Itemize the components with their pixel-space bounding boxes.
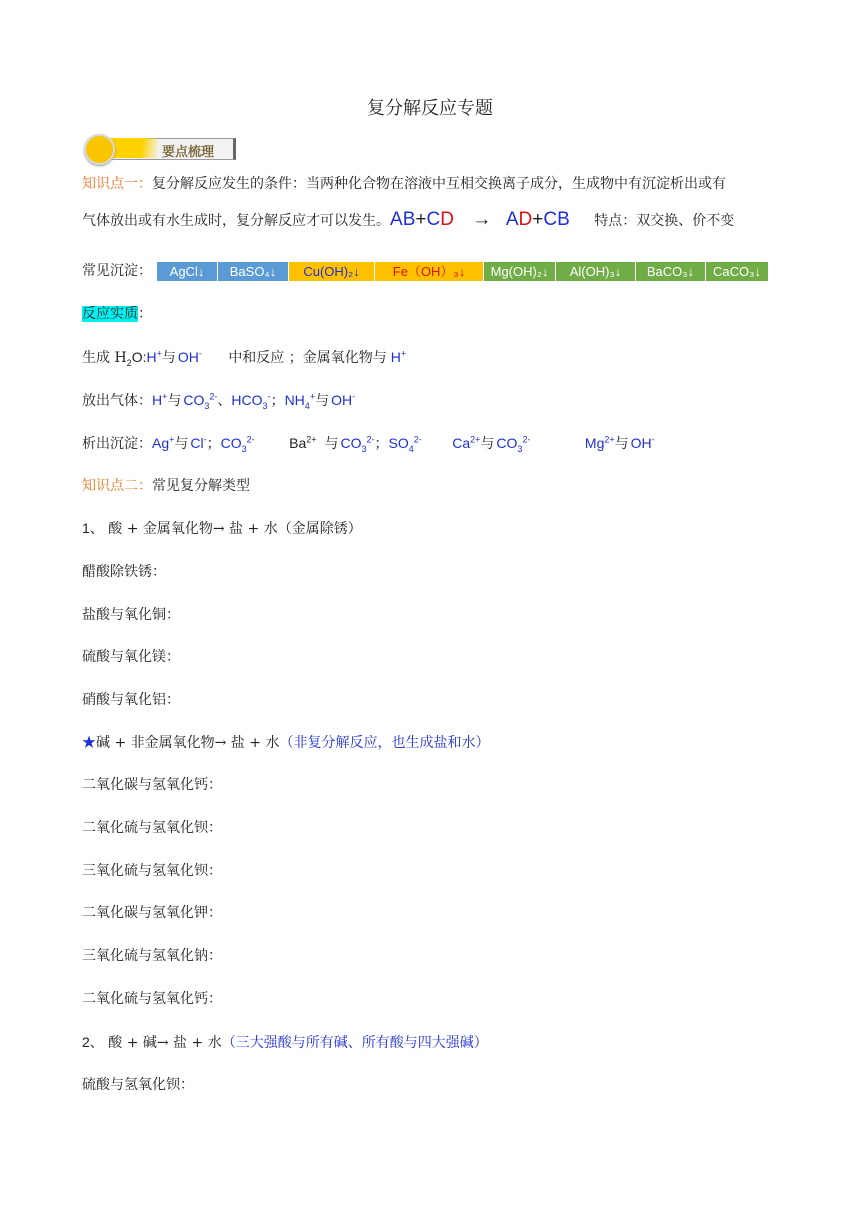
item-3-1: 硫酸与氢氧化钡： <box>82 1077 194 1093</box>
essence-line: 反应实质： <box>82 306 152 322</box>
arrow-icon: → <box>472 209 492 230</box>
badge-label: 要点梳理 <box>162 145 215 160</box>
precip-table <box>157 262 769 281</box>
k2-line: 知识点二：常见复分解类型 <box>82 478 250 494</box>
k1-line1 <box>82 174 726 194</box>
item-2-3: 三氧化硫与氢氧化钡： <box>82 863 222 879</box>
k1-feature: 特点：双交换、价不变 <box>594 213 735 229</box>
k1-text2: 气体放出或有水生成时，复分解反应才可以发生。 <box>82 213 390 229</box>
item-2-5: 三氧化硫与氢氧化钠： <box>82 948 222 964</box>
essence-label: 反应实质 <box>82 306 138 322</box>
k2-tag: 知识点二： <box>82 478 152 494</box>
precip-cell: AgCl↓ <box>157 262 218 281</box>
item-1-3: 硫酸与氧化镁： <box>82 649 180 665</box>
precip-cell: Cu(OH)₂↓ <box>289 262 375 281</box>
precip-cell: CaCO₃↓ <box>706 262 769 281</box>
badge-circle-icon <box>84 134 115 165</box>
precip-label: 常见沉淀： <box>82 263 152 279</box>
item-1-4: 硝酸与氧化铝： <box>82 692 180 708</box>
item-1-1: 醋酸除铁锈： <box>82 564 166 580</box>
formula-left: AB+CD <box>390 209 454 230</box>
item-2-4: 二氧化碳与氢氧化钾： <box>82 905 222 921</box>
item-2-6: 二氧化硫与氢氧化钙： <box>82 991 222 1007</box>
section-badge <box>82 134 234 164</box>
ppt-line: 析出沉淀：Ag+与 Cl-；$CO_3^{2-}$ $Ba^{2+}$ 与 $CO_3^{2-}$；$SO_4^{2-}$ $Ca^{2+}$与 $CO_3^{2-}$ $Mg^{2+}$与 OH- <box>82 434 655 454</box>
star-icon: ★ <box>82 735 96 751</box>
k1-line2 <box>82 208 734 233</box>
precip-cell: BaSO₄↓ <box>218 262 289 281</box>
item-1-2: 盐酸与氧化铜： <box>82 607 180 623</box>
precip-cell: Al(OH)₃↓ <box>556 262 636 281</box>
item-2-2: 二氧化硫与氢氧化钡： <box>82 820 222 836</box>
precip-cell: Mg(OH)₂↓ <box>484 262 556 281</box>
section-1-heading: 1、 酸 + 金属氧化物→ 盐 + 水（金属除锈） <box>82 520 362 537</box>
precip-cell: BaCO₃↓ <box>636 262 706 281</box>
k1-tag: 知识点一： <box>82 176 152 192</box>
water-line: 生成 $H_2O:H^+$与 OH- 中和反应 ；金属氧化物与 H+ <box>82 348 407 368</box>
precip-cell: Fe（OH）₃↓ <box>375 262 484 281</box>
item-2-1: 二氧化碳与氢氧化钙： <box>82 777 222 793</box>
k1-text1: 复分解反应发生的条件：当两种化合物在溶液中互相交换离子成分，生成物中有沉淀析出或有 <box>152 176 726 192</box>
gas-line: 放出气体：H+与 $CO_3^{2-}$、$HCO_3^-$；$NH_4^+$与 OH- <box>82 391 356 411</box>
formula-right: AD+CB <box>505 209 570 230</box>
star-heading: ★碱 + 非金属氧化物→ 盐 + 水（非复分解反应，也生成盐和水） <box>82 735 490 751</box>
section-2-heading: 2、 酸 + 碱→ 盐 + 水（三大强酸与所有碱、所有酸与四大强碱） <box>82 1034 488 1051</box>
page-title: 复分解反应专题 <box>367 98 493 119</box>
